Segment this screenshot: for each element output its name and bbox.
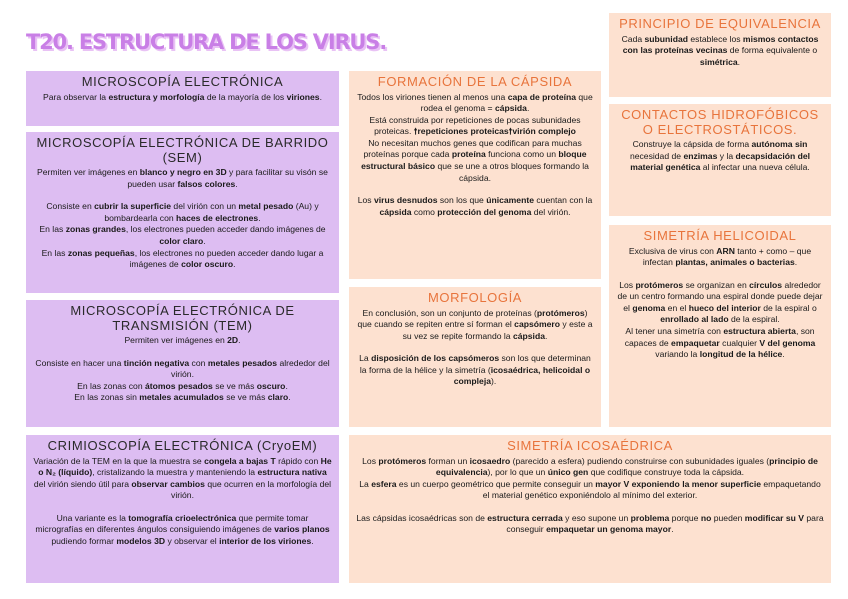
card-text: Cada subunidad establece los mismos contactos con las proteínas vecinas de forma equivalente o simétrica. bbox=[621, 33, 819, 67]
card-heading: SIMETRÍA HELICOIDAL bbox=[643, 228, 797, 243]
card-heading: CONTACTOS HIDROFÓBICOS O ELECTROSTÁTICOS. bbox=[621, 107, 819, 137]
card-text: Las cápsidas icosaédricas son de estructura cerrada y eso supone un problema porque no pueden modificar su V para conseguir empaquetar un genoma mayor. bbox=[356, 512, 824, 535]
card-heading: FORMACIÓN DE LA CÁPSIDA bbox=[377, 74, 573, 89]
card-morfologia bbox=[349, 287, 601, 427]
card-contactos bbox=[609, 104, 831, 216]
card-heading: SIMETRÍA ICOSAÉDRICA bbox=[507, 438, 673, 453]
card-equivalencia bbox=[609, 13, 831, 97]
card-heading: MICROSCOPÍA ELECTRÓNICA DE BARRIDO (SEM) bbox=[36, 135, 329, 165]
card-icosaedrica bbox=[349, 435, 831, 583]
card-text: Permiten ver imágenes en 2D. bbox=[124, 335, 241, 345]
card-text: Una variante es la tomografía crioelectrónica que permite tomar micrografías en diferentes ángulos consiguiendo imágenes de varios planos pudiendo formar modelos 3D y observar el interior de los viriones. bbox=[35, 512, 330, 547]
card-text: La esfera es un cuerpo geométrico que permite conseguir un mayor V exponiendo la menor superficie empaquetando el material genético exponiéndolo al mínimo del exterior. bbox=[359, 478, 821, 501]
card-sem bbox=[26, 132, 339, 293]
card-text: Consiste en hacer una tinción negativa con metales pesados alrededor del virión. bbox=[35, 357, 330, 380]
card-text: No necesitan muchos genes que codifican para muchas proteínas porque cada proteína funciona como un bloque estructural básico que se une a otros bloques formando la cápsida. bbox=[361, 137, 589, 183]
card-capsida bbox=[349, 71, 601, 279]
card-text: En conclusión, son un conjunto de proteínas (protómeros) que cuando se repiten entre sí forman el capsómero y este a su vez se repite formando la cápsida. bbox=[357, 307, 593, 341]
card-microscopia bbox=[26, 71, 339, 126]
card-heading: MORFOLOGÍA bbox=[427, 290, 523, 305]
card-text: Permiten ver imágenes en blanco y negro en 3D y para facilitar su visón se pueden usar falsos colores. bbox=[37, 167, 328, 189]
card-heading: MICROSCOPÍA ELECTRÓNICA bbox=[81, 74, 284, 89]
card-text: En las zonas grandes, los electrones pueden acceder dando imágenes de color claro. bbox=[39, 224, 326, 246]
card-text: Está construida por repeticiones de pocas subunidades proteicas. 🠕repeticiones proteicas🠕virión complejo bbox=[369, 114, 581, 137]
card-text: Los protómeros forman un icosaedro (parecido a esfera) pudiendo construirse con subunidades iguales (principio de equivalencia), por lo que un único gen que codifique construye toda la cápsida. bbox=[362, 455, 818, 478]
card-heading: MICROSCOPÍA ELECTRÓNICA DE TRANSMISIÓN (TEM) bbox=[70, 303, 295, 333]
card-text: Exclusiva de virus con ARN tanto + como – que infectan plantas, animales o bacterias. bbox=[628, 245, 812, 268]
card-text: En las zonas con átomos pesados se ve más oscuro. bbox=[77, 380, 288, 391]
page-title: T20. ESTRUCTURA DE LOS VIRUS. bbox=[26, 30, 386, 54]
card-text: Los protómeros se organizan en círculos alrededor de un centro formando una espiral donde puede dejar el genoma en el hueco del interior de la espiral o enrollado al lado de la espiral. bbox=[617, 279, 823, 325]
card-text: Todos los viriones tienen al menos una capa de proteína que rodea el genoma = cápsida. bbox=[357, 91, 593, 114]
card-text: En las zonas pequeñas, los electrones no pueden acceder dando lugar a imágenes de color oscuro. bbox=[41, 247, 324, 270]
card-text: En las zonas sin metales acumulados se ve más claro. bbox=[74, 392, 291, 403]
card-cryoem bbox=[26, 435, 339, 583]
card-text: Para observar la estructura y morfología de la mayoría de los viriones. bbox=[43, 91, 322, 102]
card-tem bbox=[26, 300, 339, 427]
card-helicoidal bbox=[609, 225, 831, 427]
card-heading: PRINCIPIO DE EQUIVALENCIA bbox=[619, 16, 821, 31]
card-text: Los virus desnudos son los que únicamente cuentan con la cápsida como protección del genoma del virión. bbox=[357, 195, 593, 217]
card-text: Construye la cápsida de forma autónoma sin necesidad de enzimas y la decapsidación del material genética al infectar una nueva célula. bbox=[629, 139, 811, 173]
card-text: La disposición de los capsómeros son los que determinan la forma de la hélice y la simetría (icosaédrica, helicoidal o compleja). bbox=[359, 353, 591, 387]
card-text: Al tener una simetría con estructura abierta, son capaces de empaquetar cualquier V del genoma variando la longitud de la hélice. bbox=[624, 326, 816, 360]
card-heading: CRIMIOSCOPÍA ELECTRÓNICA (CryoEM) bbox=[47, 438, 318, 453]
card-text: Variación de la TEM en la que la muestra se congela a bajas T rápido con He o N₂ (líquido), cristalizando la muestra y manteniendo la estructura nativa del virión siendo útil para observar cambios que ocurren en la morfología del virión. bbox=[33, 455, 332, 501]
card-text: Consiste en cubrir la superficie del virión con un metal pesado (Au) y bombardearla con haces de electrones. bbox=[46, 201, 319, 223]
